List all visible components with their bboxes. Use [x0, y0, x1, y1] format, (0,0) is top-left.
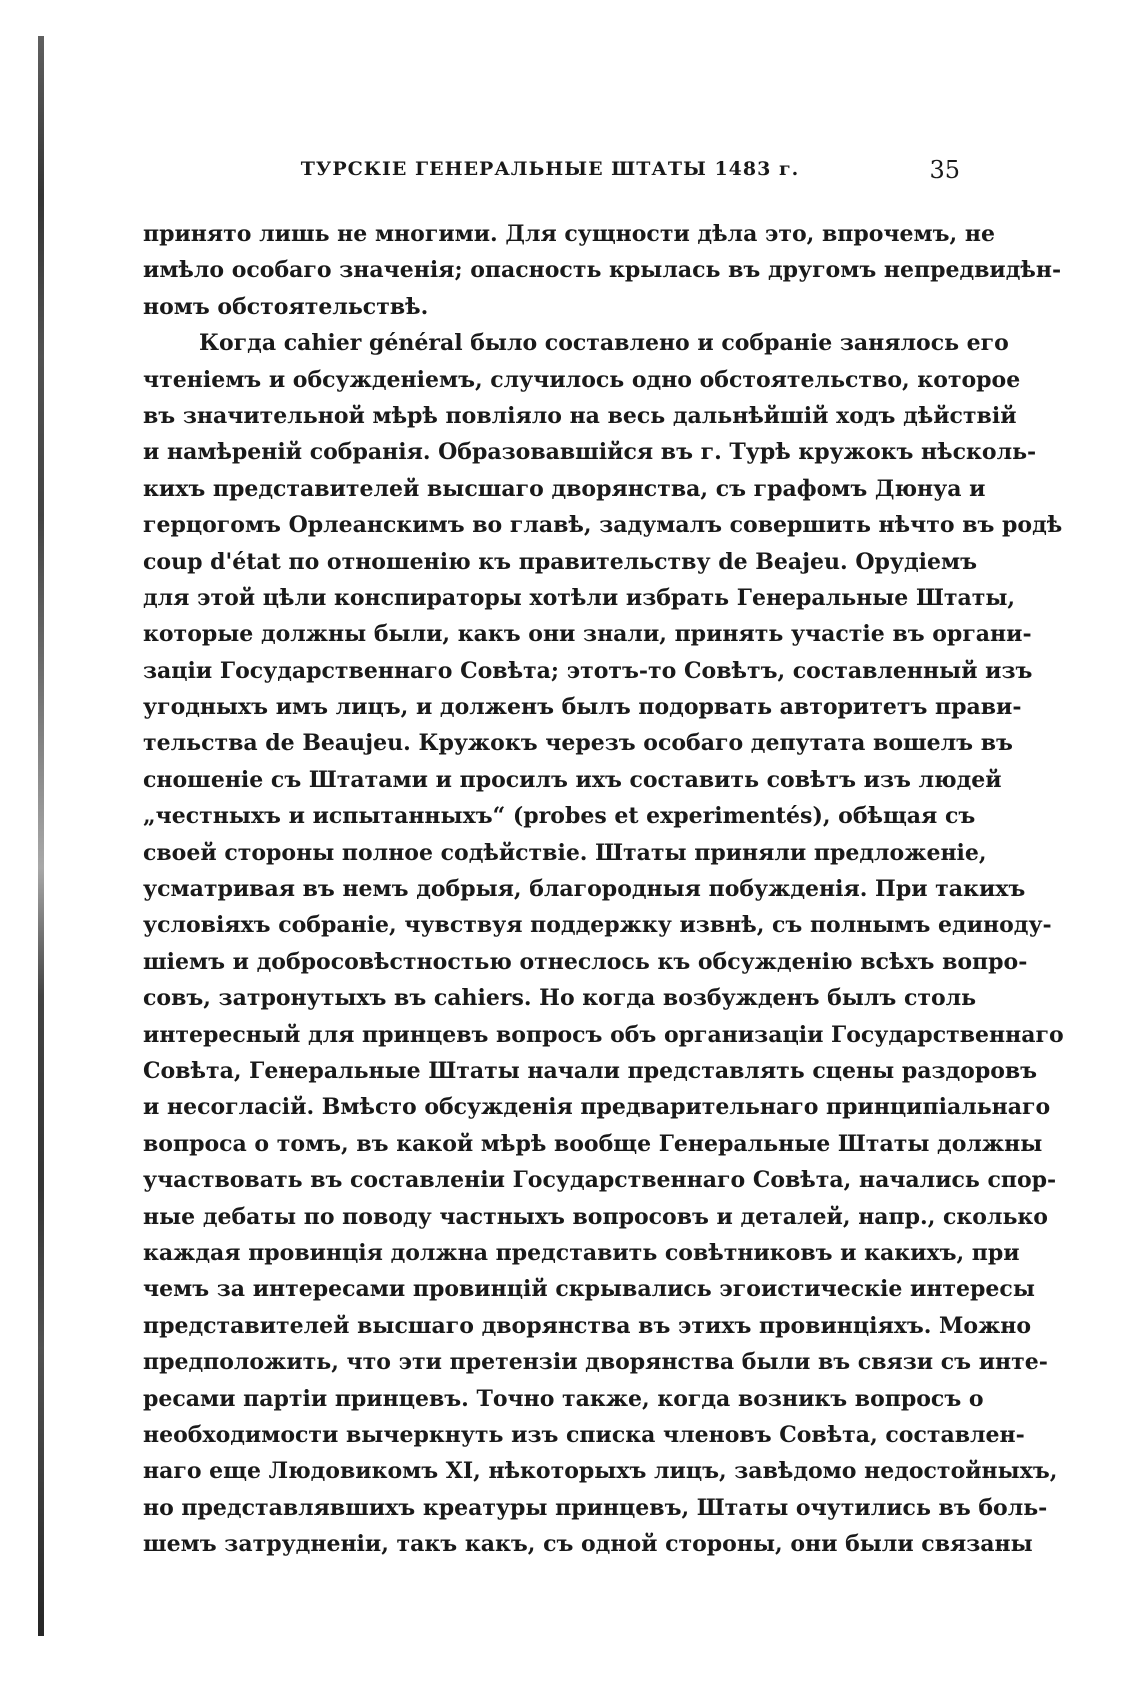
page-number: 35	[929, 156, 960, 184]
text-line: вопроса о томъ, въ какой мѣрѣ вообще Генеральные Штаты должны	[143, 1130, 1043, 1157]
text-line: Совѣта, Генеральные Штаты начали представлять сцены раздоровъ	[143, 1057, 1038, 1084]
text-line: въ значительной мѣрѣ повліяло на весь дальнѣйшій ходъ дѣйствій	[143, 402, 1017, 429]
text-line: сношеніе съ Штатами и просилъ ихъ составить совѣтъ изъ людей	[143, 766, 1002, 793]
text-line: участвовать въ составленіи Государственнаго Совѣта, начались спор-	[143, 1167, 1057, 1194]
text-line: „честныхъ и испытанныхъ“ (probes et experimentés), обѣщая съ	[143, 803, 976, 830]
text-line: которые должны были, какъ они знали, принять участіе въ органи-	[143, 621, 1032, 648]
text-line: шемъ затрудненіи, такъ какъ, съ одной стороны, они были связаны	[143, 1531, 1033, 1558]
text-line: герцогомъ Орлеанскимъ во главѣ, задумалъ совершить нѣчто въ родѣ	[143, 512, 1063, 539]
text-line: угодныхъ имъ лицъ, и долженъ былъ подорвать авторитетъ прави-	[143, 694, 1022, 721]
text-line: шіемъ и добросовѣстностью отнеслось къ обсужденію всѣхъ вопро-	[143, 948, 1028, 975]
running-head-title: ТУРСКІЕ ГЕНЕРАЛЬНЫЕ ШТАТЫ 1483 г.	[300, 158, 800, 180]
text-line: интересный для принцевъ вопросъ объ организаціи Государственнаго	[143, 1021, 1064, 1048]
text-line: принято лишь не многими. Для сущности дѣла это, впрочемъ, не	[143, 221, 995, 247]
text-line: но представлявшихъ креатуры принцевъ, Штаты очутились въ боль-	[143, 1494, 1048, 1521]
text-line: тельства de Beaujeu. Кружокъ черезъ особаго депутата вошелъ въ	[143, 730, 1013, 757]
text-line: совъ, затронутыхъ въ cahiers. Но когда возбужденъ былъ столь	[143, 985, 977, 1012]
text-line: для этой цѣли конспираторы хотѣли избрать Генеральные Штаты,	[143, 584, 1016, 611]
scan-binding-edge	[38, 36, 44, 1636]
running-head	[140, 158, 960, 190]
text-line: заціи Государственнаго Совѣта; этотъ-то Совѣтъ, составленный изъ	[143, 657, 1033, 684]
text-line: coup d'état по отношенію къ правительству de Beajeu. Орудіемъ	[143, 548, 977, 575]
text-line: необходимости вычеркнуть изъ списка членовъ Совѣта, составлен-	[143, 1421, 1025, 1448]
text-line: и несогласій. Вмѣсто обсужденія предварительнаго принципіальнаго	[143, 1094, 1051, 1121]
text-line: чтеніемъ и обсужденіемъ, случилось одно обстоятельство, которое	[143, 366, 1021, 393]
text-line: каждая провинція должна представить совѣтниковъ и какихъ, при	[143, 1239, 1020, 1266]
text-line: представителей высшаго дворянства въ этихъ провинціяхъ. Можно	[143, 1312, 1032, 1339]
text-line: усматривая въ немъ добрыя, благородныя побужденія. При такихъ	[143, 876, 1026, 903]
text-line: условіяхъ собраніе, чувствуя поддержку извнѣ, съ полнымъ единоду-	[143, 912, 1052, 939]
text-line: номъ обстоятельствѣ.	[143, 293, 429, 320]
text-line: предположить, что эти претензіи дворянства были въ связи съ инте-	[143, 1349, 1048, 1376]
text-line: наго еще Людовикомъ XI, нѣкоторыхъ лицъ, завѣдомо недостойныхъ,	[143, 1458, 1058, 1485]
text-line: и намѣреній собранія. Образовавшійся въ г. Турѣ кружокъ нѣсколь-	[143, 439, 1037, 466]
text-line: Когда cahier général было составлено и собраніе занялось его	[199, 330, 1009, 357]
text-line: имѣло особаго значенія; опасность крылась въ другомъ непредвидѣн-	[143, 257, 1062, 284]
text-line: ные дебаты по поводу частныхъ вопросовъ и деталей, напр., сколько	[143, 1203, 1048, 1230]
text-line: кихъ представителей высшаго дворянства, съ графомъ Дюнуа и	[143, 475, 986, 502]
text-line: своей стороны полное содѣйствіе. Штаты приняли предложеніе,	[143, 839, 987, 866]
page-body	[143, 216, 1064, 1562]
text-line: ресами партіи принцевъ. Точно также, когда возникъ вопросъ о	[143, 1385, 984, 1412]
text-line: чемъ за интересами провинцій скрывались эгоистическіе интересы	[143, 1276, 1035, 1303]
